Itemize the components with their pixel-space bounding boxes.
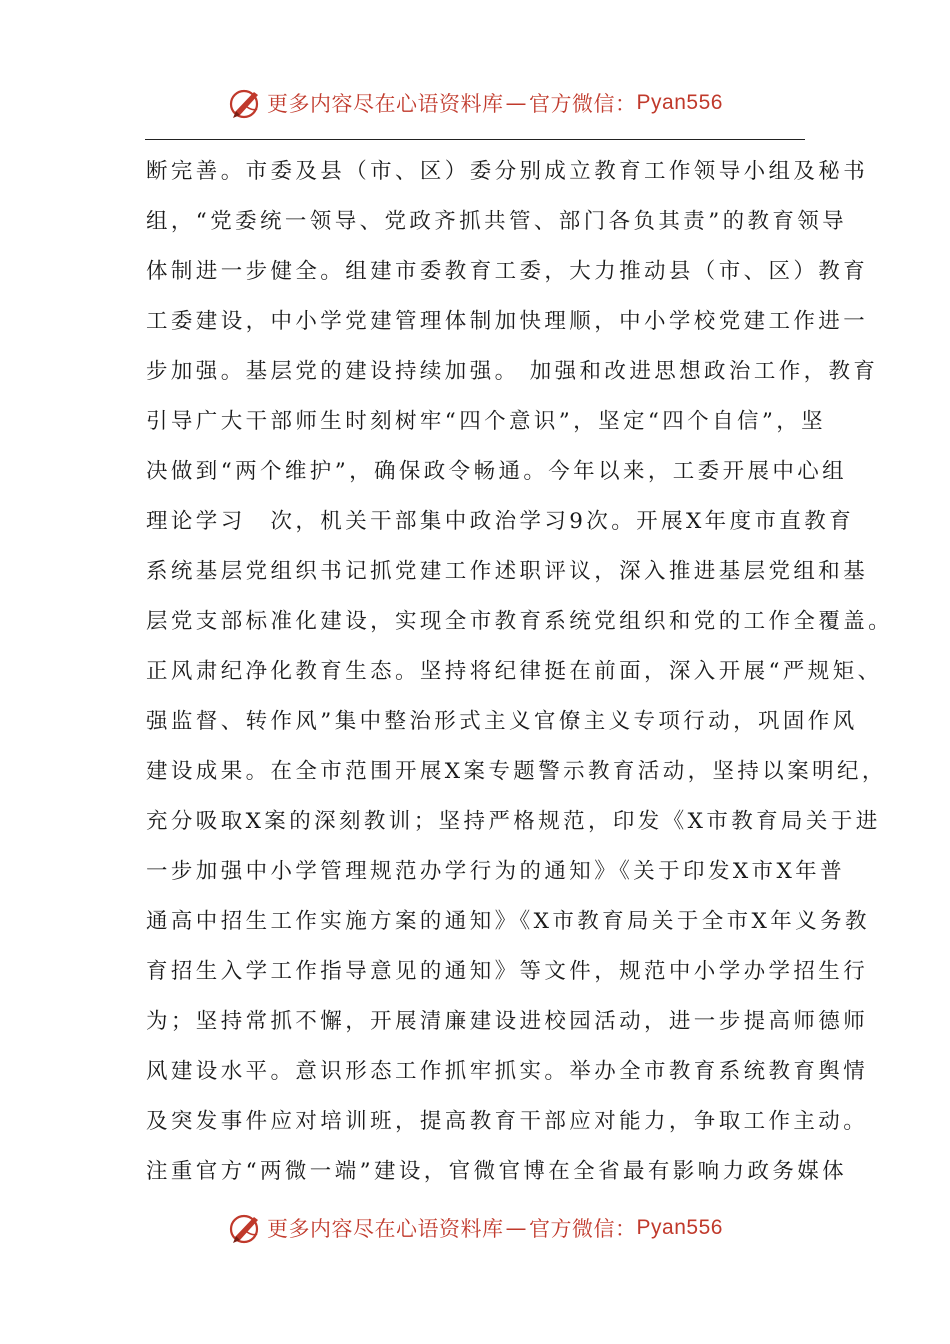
footer-wechat-id: Pyan556 xyxy=(636,1216,723,1239)
body-line: 强监督、转作风”集中整治形式主义官僚主义专项行动，巩固作风 xyxy=(146,709,858,734)
header-banner xyxy=(0,83,950,123)
header-divider xyxy=(145,139,805,140)
header-wechat-id: Pyan556 xyxy=(636,91,723,114)
body-line: 断完善。市委及县（市、区）委分别成立教育工作领导小组及秘书 xyxy=(146,159,869,184)
body-line: 正风肃纪净化教育生态。坚持将纪律挺在前面，深入开展“严规矩、 xyxy=(146,659,883,684)
pen-logo-icon xyxy=(227,1210,263,1246)
body-line: 决做到“两个维护”，确保政令畅通。今年以来，工委开展中心组 xyxy=(146,459,848,484)
footer-dash: — xyxy=(505,1216,528,1240)
body-line: 组，“党委统一领导、党政齐抓共管、部门各负其责”的教育领导 xyxy=(146,209,848,234)
body-line: 为；坚持常抓不懈，开展清廉建设进校园活动，进一步提高师德师 xyxy=(146,1009,869,1034)
body-line: 及突发事件应对培训班，提高教育干部应对能力，争取工作主动。 xyxy=(146,1109,869,1134)
body-line: 系统基层党组织书记抓党建工作述职评议，深入推进基层党组和基 xyxy=(146,559,869,584)
footer-banner xyxy=(0,1208,950,1248)
body-line: 引导广大干部师生时刻树牢“四个意识”，坚定“四个自信”，坚 xyxy=(146,409,827,434)
header-site-name: 更多内容尽在心语资料库 xyxy=(267,92,504,116)
footer-wechat-label: 官方微信： xyxy=(529,1217,637,1241)
body-line: 工委建设，中小学党建管理体制加快理顺，中小学校党建工作进一 xyxy=(146,309,869,334)
body-line: 步加强。基层党的建设持续加强。 加强和改进思想政治工作，教育 xyxy=(146,359,879,384)
body-line: 育招生入学工作指导意见的通知》等文件，规范中小学办学招生行 xyxy=(146,959,869,984)
body-line: 充分吸取X案的深刻教训；坚持严格规范，印发《X市教育局关于进 xyxy=(146,809,881,834)
footer-site-name: 更多内容尽在心语资料库 xyxy=(267,1217,504,1241)
body-line: 建设成果。在全市范围开展X案专题警示教育活动，坚持以案明纪， xyxy=(146,759,887,784)
body-line: 层党支部标准化建设，实现全市教育系统党组织和党的工作全覆盖。 xyxy=(146,609,894,634)
body-line: 注重官方“两微一端”建设，官微官博在全省最有影响力政务媒体 xyxy=(146,1159,848,1184)
document-body xyxy=(146,152,894,1202)
body-line: 风建设水平。意识形态工作抓牢抓实。举办全市教育系统教育舆情 xyxy=(146,1059,869,1084)
body-line: 理论学习 次，机关干部集中政治学习9次。开展X年度市直教育 xyxy=(146,509,855,534)
body-line: 通高中招生工作实施方案的通知》《X市教育局关于全市X年义务教 xyxy=(146,909,870,934)
header-wechat-label: 官方微信： xyxy=(529,92,637,116)
body-line: 一步加强中小学管理规范办学行为的通知》《关于印发X市X年普 xyxy=(146,859,845,884)
pen-logo-icon xyxy=(227,85,263,121)
header-dash: — xyxy=(505,91,528,115)
body-line: 体制进一步健全。组建市委教育工委，大力推动县（市、区）教育 xyxy=(146,259,869,284)
